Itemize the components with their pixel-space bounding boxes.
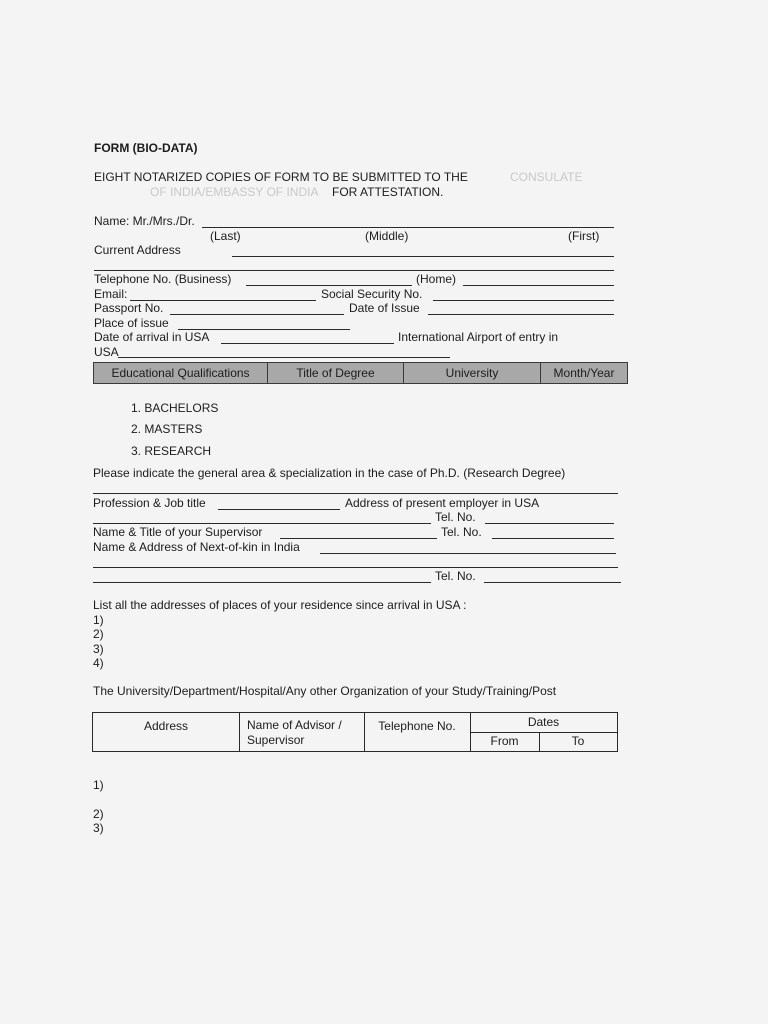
airport-usa-label: USA bbox=[94, 345, 119, 359]
table-dates-divider bbox=[470, 732, 617, 733]
passport-label: Passport No. bbox=[94, 301, 164, 315]
education-header-qualifications: Educational Qualifications bbox=[94, 363, 268, 383]
table-header-from: From bbox=[490, 734, 519, 748]
next-of-kin-label: Name & Address of Next-of-kin in India bbox=[93, 540, 300, 554]
current-address-field-1[interactable] bbox=[232, 256, 614, 257]
telephone-business-label: Telephone No. (Business) bbox=[94, 272, 232, 286]
telephone-home-field[interactable] bbox=[463, 285, 614, 286]
education-item-masters: 2. MASTERS bbox=[131, 422, 203, 436]
supervisor-tel-label: Tel. No. bbox=[441, 525, 482, 539]
employer-tel-label: Tel. No. bbox=[435, 510, 476, 524]
education-header-bar bbox=[93, 362, 628, 384]
name-field[interactable] bbox=[202, 227, 614, 228]
supervisor-field[interactable] bbox=[280, 538, 437, 539]
name-first-caption: (First) bbox=[568, 229, 600, 243]
telephone-home-label: (Home) bbox=[416, 272, 457, 286]
table-header-advisor-1: Name of Advisor / bbox=[247, 718, 342, 732]
education-item-bachelors: 1. BACHELORS bbox=[131, 401, 219, 415]
residence-label: List all the addresses of places of your residence since arrival in USA : bbox=[93, 598, 467, 612]
next-of-kin-tel-field[interactable] bbox=[484, 582, 621, 583]
organization-label: The University/Department/Hospital/Any other Organization of your Study/Training/Post bbox=[93, 684, 557, 698]
organization-item-1: 1) bbox=[93, 778, 104, 792]
profession-field[interactable] bbox=[218, 509, 340, 510]
passport-field[interactable] bbox=[170, 314, 344, 315]
table-header-to: To bbox=[571, 734, 585, 748]
place-of-issue-label: Place of issue bbox=[94, 316, 169, 330]
organization-table bbox=[92, 712, 618, 752]
profession-label: Profession & Job title bbox=[93, 496, 206, 510]
name-last-caption: (Last) bbox=[210, 229, 241, 243]
education-header-degree: Title of Degree bbox=[268, 363, 404, 383]
table-header-address: Address bbox=[143, 719, 189, 733]
form-title: FORM (BIO-DATA) bbox=[94, 141, 198, 155]
current-address-label: Current Address bbox=[94, 243, 181, 257]
date-of-issue-label: Date of Issue bbox=[349, 301, 420, 315]
employer-address-label: Address of present employer in USA bbox=[345, 496, 540, 510]
table-header-telephone: Telephone No. bbox=[378, 719, 456, 733]
date-of-arrival-label: Date of arrival in USA bbox=[94, 330, 210, 344]
instruction-faint-1: CONSULATE bbox=[510, 170, 583, 184]
current-address-field-2[interactable] bbox=[94, 270, 614, 271]
education-header-university: University bbox=[404, 363, 541, 383]
phd-note: Please indicate the general area & specialization in the case of Ph.D. (Research Degree) bbox=[93, 466, 566, 480]
date-of-issue-field[interactable] bbox=[428, 314, 614, 315]
airport-of-entry-field[interactable] bbox=[118, 357, 450, 358]
organization-item-3: 3) bbox=[93, 821, 104, 835]
ssn-field[interactable] bbox=[433, 300, 614, 301]
education-header-month-year: Month/Year bbox=[553, 366, 615, 380]
airport-of-entry-label: International Airport of entry in bbox=[398, 330, 559, 344]
organization-item-2: 2) bbox=[93, 807, 104, 821]
employer-address-field[interactable] bbox=[93, 523, 431, 524]
instruction-line-2: FOR ATTESTATION. bbox=[332, 185, 444, 199]
next-of-kin-field-3[interactable] bbox=[93, 582, 431, 583]
next-of-kin-tel-label: Tel. No. bbox=[435, 569, 476, 583]
name-label: Name: Mr./Mrs./Dr. bbox=[94, 214, 195, 228]
table-divider bbox=[239, 713, 240, 751]
table-header-advisor-2: Supervisor bbox=[247, 733, 305, 747]
residence-item-4: 4) bbox=[93, 656, 104, 670]
supervisor-label: Name & Title of your Supervisor bbox=[93, 525, 263, 539]
instruction-faint-2: OF INDIA/EMBASSY OF INDIA bbox=[150, 185, 319, 199]
supervisor-tel-field[interactable] bbox=[492, 538, 614, 539]
date-of-arrival-field[interactable] bbox=[221, 343, 394, 344]
employer-tel-field[interactable] bbox=[485, 523, 614, 524]
table-header-dates: Dates bbox=[527, 715, 560, 729]
ssn-label: Social Security No. bbox=[321, 287, 423, 301]
residence-item-1: 1) bbox=[93, 613, 104, 627]
telephone-business-field[interactable] bbox=[246, 285, 412, 286]
residence-item-2: 2) bbox=[93, 627, 104, 641]
phd-specialization-field[interactable] bbox=[93, 493, 618, 494]
education-item-research: 3. RESEARCH bbox=[131, 444, 212, 458]
name-middle-caption: (Middle) bbox=[365, 229, 409, 243]
next-of-kin-field-2[interactable] bbox=[93, 567, 618, 568]
email-label: Email: bbox=[94, 287, 128, 301]
residence-item-3: 3) bbox=[93, 642, 104, 656]
instruction-line-1: EIGHT NOTARIZED COPIES OF FORM TO BE SUBMITTED TO THE bbox=[94, 170, 468, 184]
next-of-kin-field-1[interactable] bbox=[320, 553, 616, 554]
